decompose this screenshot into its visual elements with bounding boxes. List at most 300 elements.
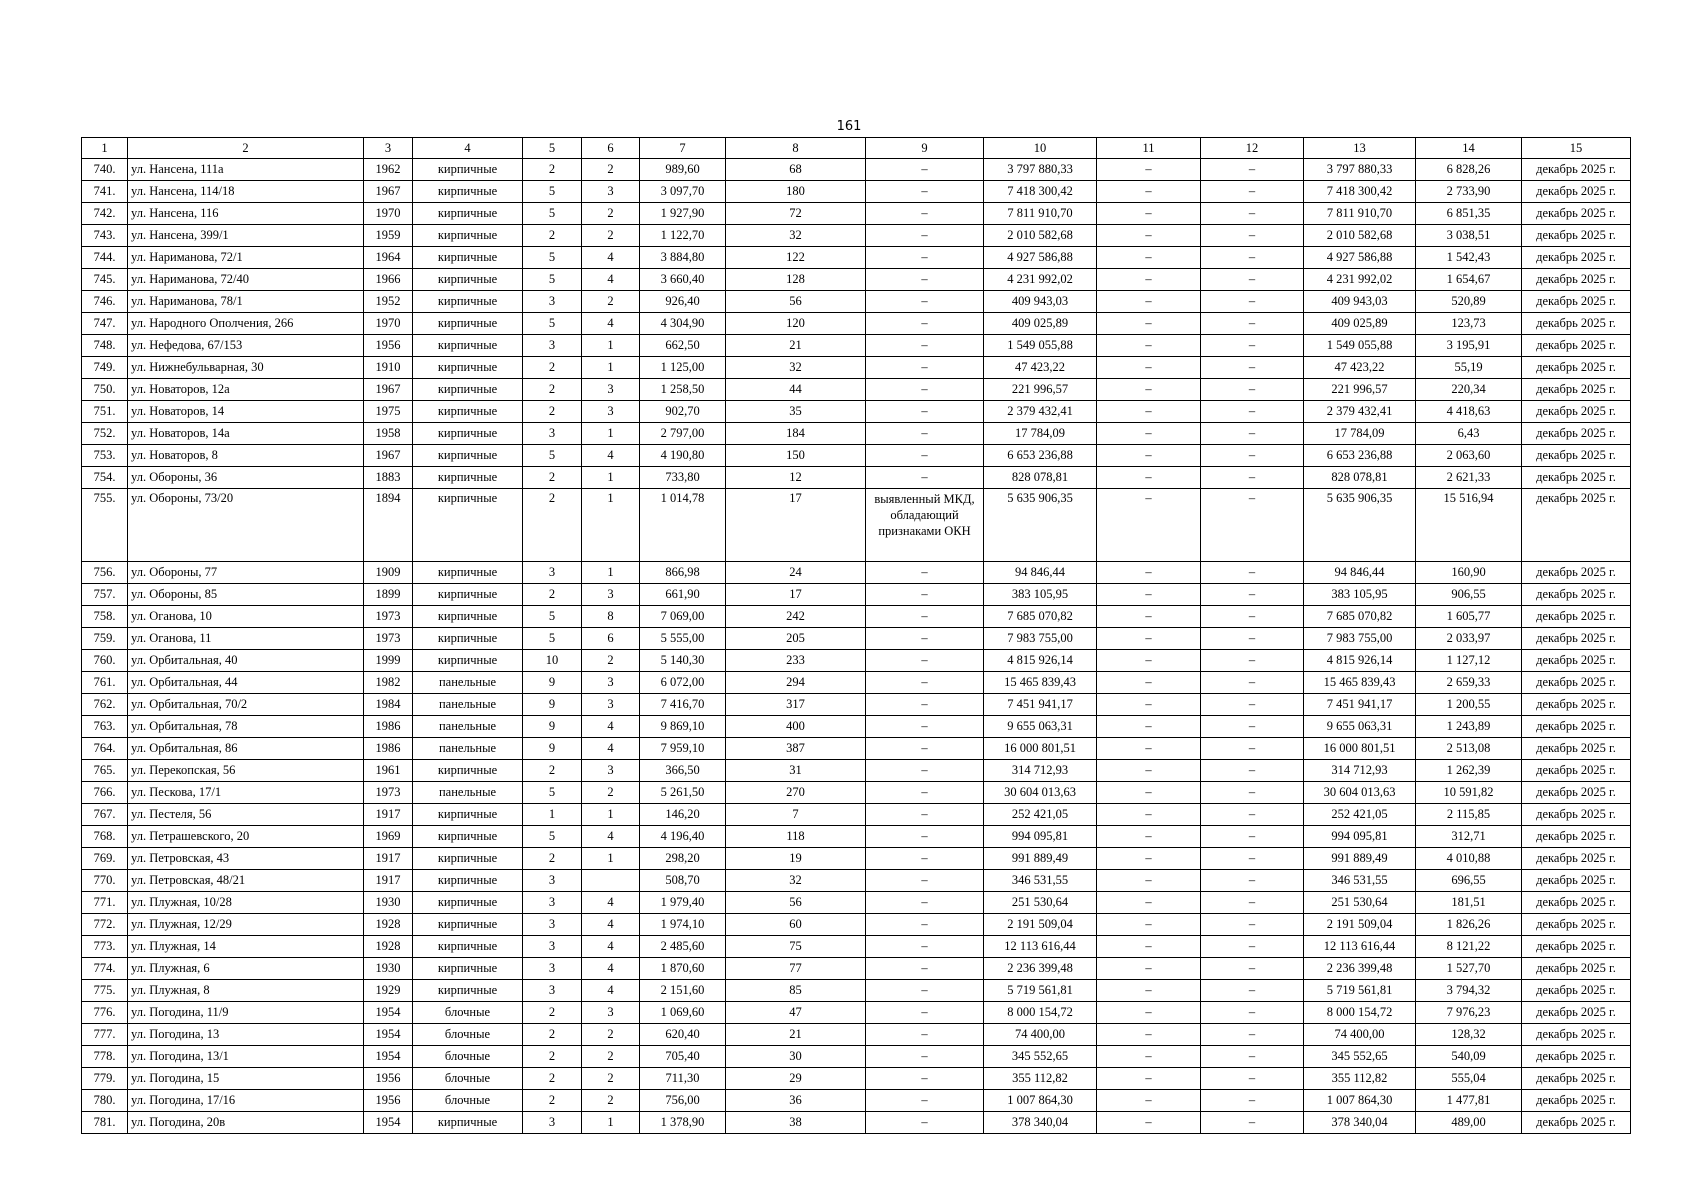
cell-area: 7 959,10 xyxy=(640,738,726,760)
cell-wall-material: кирпичные xyxy=(413,628,523,650)
cell-residents: 36 xyxy=(726,1090,866,1112)
cell-row-number: 759. xyxy=(82,628,128,650)
cell-cost-per-sqm: 1 654,67 xyxy=(1416,269,1522,291)
cell-deadline: декабрь 2025 г. xyxy=(1522,826,1631,848)
cell-row-number: 771. xyxy=(82,892,128,914)
cell-row-number: 765. xyxy=(82,760,128,782)
cell-address: ул. Орбитальная, 40 xyxy=(128,650,364,672)
cell-deadline: декабрь 2025 г. xyxy=(1522,1068,1631,1090)
cell-residents: 21 xyxy=(726,1024,866,1046)
cell-cost-fund-a: – xyxy=(1097,716,1201,738)
cell-wall-material: кирпичные xyxy=(413,357,523,379)
table-row xyxy=(82,738,1631,760)
cell-row-number: 749. xyxy=(82,357,128,379)
cell-year-built: 1894 xyxy=(364,489,413,562)
cell-deadline: декабрь 2025 г. xyxy=(1522,467,1631,489)
cell-area: 989,60 xyxy=(640,159,726,181)
cell-notes: – xyxy=(866,958,984,980)
cell-year-built: 1909 xyxy=(364,562,413,584)
cell-entrances: 4 xyxy=(582,445,640,467)
table-row xyxy=(82,870,1631,892)
cell-wall-material: кирпичные xyxy=(413,562,523,584)
cell-address: ул. Орбитальная, 86 xyxy=(128,738,364,760)
cell-row-number: 750. xyxy=(82,379,128,401)
cell-cost-fund-b: – xyxy=(1201,650,1304,672)
cell-cost-fund-a: – xyxy=(1097,1046,1201,1068)
cell-area: 2 797,00 xyxy=(640,423,726,445)
cell-wall-material: кирпичные xyxy=(413,225,523,247)
cell-cost-per-sqm: 2 033,97 xyxy=(1416,628,1522,650)
cell-cost-fund-a: – xyxy=(1097,1024,1201,1046)
cell-cost-fund-a: – xyxy=(1097,870,1201,892)
cell-cost-total: 7 983 755,00 xyxy=(984,628,1097,650)
cell-cost-sum: 409 025,89 xyxy=(1304,313,1416,335)
cell-wall-material: кирпичные xyxy=(413,760,523,782)
cell-cost-per-sqm: 1 262,39 xyxy=(1416,760,1522,782)
cell-row-number: 751. xyxy=(82,401,128,423)
cell-cost-per-sqm: 540,09 xyxy=(1416,1046,1522,1068)
cell-deadline: декабрь 2025 г. xyxy=(1522,782,1631,804)
cell-cost-sum: 7 451 941,17 xyxy=(1304,694,1416,716)
cell-cost-per-sqm: 7 976,23 xyxy=(1416,1002,1522,1024)
cell-floors: 3 xyxy=(523,892,582,914)
cell-residents: 31 xyxy=(726,760,866,782)
cell-year-built: 1958 xyxy=(364,423,413,445)
column-header-row-number: 1 xyxy=(82,138,128,159)
cell-area: 3 884,80 xyxy=(640,247,726,269)
cell-cost-sum: 2 010 582,68 xyxy=(1304,225,1416,247)
table-row xyxy=(82,269,1631,291)
cell-address: ул. Петровская, 43 xyxy=(128,848,364,870)
cell-cost-total: 4 231 992,02 xyxy=(984,269,1097,291)
cell-cost-fund-b: – xyxy=(1201,335,1304,357)
cell-notes: – xyxy=(866,379,984,401)
table-header-row xyxy=(82,138,1631,159)
cell-wall-material: блочные xyxy=(413,1024,523,1046)
table-row xyxy=(82,1046,1631,1068)
cell-floors: 5 xyxy=(523,782,582,804)
cell-cost-sum: 252 421,05 xyxy=(1304,804,1416,826)
cell-entrances: 2 xyxy=(582,650,640,672)
cell-cost-fund-a: – xyxy=(1097,738,1201,760)
cell-address: ул. Плужная, 12/29 xyxy=(128,914,364,936)
cell-row-number: 743. xyxy=(82,225,128,247)
cell-cost-sum: 4 231 992,02 xyxy=(1304,269,1416,291)
cell-residents: 150 xyxy=(726,445,866,467)
cell-area: 2 151,60 xyxy=(640,980,726,1002)
cell-floors: 2 xyxy=(523,1090,582,1112)
cell-cost-per-sqm: 489,00 xyxy=(1416,1112,1522,1134)
column-header-year-built: 3 xyxy=(364,138,413,159)
cell-cost-fund-a: – xyxy=(1097,1068,1201,1090)
cell-cost-fund-b: – xyxy=(1201,672,1304,694)
cell-entrances: 2 xyxy=(582,1090,640,1112)
cell-residents: 317 xyxy=(726,694,866,716)
cell-cost-fund-b: – xyxy=(1201,628,1304,650)
cell-area: 705,40 xyxy=(640,1046,726,1068)
cell-row-number: 745. xyxy=(82,269,128,291)
table-body xyxy=(82,159,1631,1134)
cell-cost-per-sqm: 1 826,26 xyxy=(1416,914,1522,936)
cell-cost-sum: 221 996,57 xyxy=(1304,379,1416,401)
cell-entrances: 4 xyxy=(582,716,640,738)
cell-residents: 47 xyxy=(726,1002,866,1024)
cell-year-built: 1956 xyxy=(364,1090,413,1112)
cell-cost-fund-b: – xyxy=(1201,225,1304,247)
cell-cost-per-sqm: 3 038,51 xyxy=(1416,225,1522,247)
cell-wall-material: кирпичные xyxy=(413,335,523,357)
cell-wall-material: кирпичные xyxy=(413,313,523,335)
cell-address: ул. Перекопская, 56 xyxy=(128,760,364,782)
cell-cost-fund-a: – xyxy=(1097,1002,1201,1024)
cell-cost-total: 221 996,57 xyxy=(984,379,1097,401)
cell-floors: 2 xyxy=(523,1068,582,1090)
cell-cost-per-sqm: 1 477,81 xyxy=(1416,1090,1522,1112)
cell-cost-per-sqm: 4 010,88 xyxy=(1416,848,1522,870)
cell-cost-fund-a: – xyxy=(1097,1090,1201,1112)
table-row xyxy=(82,716,1631,738)
cell-wall-material: панельные xyxy=(413,716,523,738)
cell-notes: – xyxy=(866,650,984,672)
cell-wall-material: кирпичные xyxy=(413,181,523,203)
cell-cost-fund-b: – xyxy=(1201,936,1304,958)
cell-cost-sum: 8 000 154,72 xyxy=(1304,1002,1416,1024)
cell-cost-fund-a: – xyxy=(1097,291,1201,313)
cell-entrances: 4 xyxy=(582,313,640,335)
cell-floors: 5 xyxy=(523,826,582,848)
cell-cost-per-sqm: 1 605,77 xyxy=(1416,606,1522,628)
cell-cost-fund-b: – xyxy=(1201,562,1304,584)
cell-wall-material: блочные xyxy=(413,1068,523,1090)
cell-year-built: 1910 xyxy=(364,357,413,379)
cell-area: 662,50 xyxy=(640,335,726,357)
cell-cost-fund-b: – xyxy=(1201,1112,1304,1134)
cell-row-number: 740. xyxy=(82,159,128,181)
cell-residents: 7 xyxy=(726,804,866,826)
cell-year-built: 1930 xyxy=(364,958,413,980)
cell-cost-per-sqm: 4 418,63 xyxy=(1416,401,1522,423)
cell-cost-total: 7 418 300,42 xyxy=(984,181,1097,203)
cell-residents: 294 xyxy=(726,672,866,694)
cell-floors: 2 xyxy=(523,848,582,870)
cell-notes: – xyxy=(866,804,984,826)
cell-floors: 3 xyxy=(523,1112,582,1134)
column-header-notes: 9 xyxy=(866,138,984,159)
cell-entrances: 1 xyxy=(582,357,640,379)
cell-notes: – xyxy=(866,826,984,848)
column-header-address: 2 xyxy=(128,138,364,159)
cell-row-number: 773. xyxy=(82,936,128,958)
cell-wall-material: кирпичные xyxy=(413,936,523,958)
cell-cost-sum: 7 983 755,00 xyxy=(1304,628,1416,650)
cell-row-number: 764. xyxy=(82,738,128,760)
cell-year-built: 1999 xyxy=(364,650,413,672)
cell-residents: 32 xyxy=(726,225,866,247)
cell-cost-per-sqm: 2 063,60 xyxy=(1416,445,1522,467)
cell-year-built: 1956 xyxy=(364,1068,413,1090)
cell-cost-total: 7 685 070,82 xyxy=(984,606,1097,628)
cell-area: 1 125,00 xyxy=(640,357,726,379)
cell-row-number: 761. xyxy=(82,672,128,694)
cell-cost-total: 15 465 839,43 xyxy=(984,672,1097,694)
cell-cost-sum: 4 815 926,14 xyxy=(1304,650,1416,672)
cell-year-built: 1984 xyxy=(364,694,413,716)
cell-cost-total: 383 105,95 xyxy=(984,584,1097,606)
cell-residents: 122 xyxy=(726,247,866,269)
cell-cost-fund-a: – xyxy=(1097,401,1201,423)
table-row xyxy=(82,760,1631,782)
cell-entrances: 1 xyxy=(582,1112,640,1134)
cell-notes: – xyxy=(866,782,984,804)
cell-residents: 184 xyxy=(726,423,866,445)
cell-cost-sum: 409 943,03 xyxy=(1304,291,1416,313)
cell-row-number: 763. xyxy=(82,716,128,738)
cell-floors: 2 xyxy=(523,489,582,562)
table-row xyxy=(82,606,1631,628)
cell-cost-total: 409 943,03 xyxy=(984,291,1097,313)
cell-entrances: 8 xyxy=(582,606,640,628)
cell-area: 1 069,60 xyxy=(640,1002,726,1024)
cell-deadline: декабрь 2025 г. xyxy=(1522,489,1631,562)
cell-wall-material: кирпичные xyxy=(413,650,523,672)
cell-address: ул. Орбитальная, 44 xyxy=(128,672,364,694)
table-row xyxy=(82,804,1631,826)
cell-entrances: 2 xyxy=(582,203,640,225)
cell-residents: 12 xyxy=(726,467,866,489)
cell-year-built: 1967 xyxy=(364,379,413,401)
cell-address: ул. Нариманова, 72/40 xyxy=(128,269,364,291)
cell-entrances: 2 xyxy=(582,1024,640,1046)
cell-cost-fund-a: – xyxy=(1097,782,1201,804)
cell-deadline: декабрь 2025 г. xyxy=(1522,738,1631,760)
cell-deadline: декабрь 2025 г. xyxy=(1522,159,1631,181)
cell-entrances: 6 xyxy=(582,628,640,650)
cell-deadline: декабрь 2025 г. xyxy=(1522,716,1631,738)
cell-address: ул. Нефедова, 67/153 xyxy=(128,335,364,357)
cell-year-built: 1954 xyxy=(364,1024,413,1046)
cell-cost-fund-b: – xyxy=(1201,269,1304,291)
cell-entrances: 2 xyxy=(582,291,640,313)
cell-row-number: 742. xyxy=(82,203,128,225)
cell-entrances: 3 xyxy=(582,181,640,203)
cell-notes: – xyxy=(866,1068,984,1090)
cell-deadline: декабрь 2025 г. xyxy=(1522,914,1631,936)
cell-address: ул. Погодина, 17/16 xyxy=(128,1090,364,1112)
cell-wall-material: кирпичные xyxy=(413,467,523,489)
cell-cost-total: 2 191 509,04 xyxy=(984,914,1097,936)
cell-cost-per-sqm: 1 200,55 xyxy=(1416,694,1522,716)
cell-address: ул. Пестеля, 56 xyxy=(128,804,364,826)
cell-deadline: декабрь 2025 г. xyxy=(1522,401,1631,423)
cell-wall-material: кирпичные xyxy=(413,379,523,401)
cell-cost-sum: 383 105,95 xyxy=(1304,584,1416,606)
cell-cost-sum: 828 078,81 xyxy=(1304,467,1416,489)
cell-floors: 2 xyxy=(523,467,582,489)
cell-deadline: декабрь 2025 г. xyxy=(1522,1090,1631,1112)
cell-cost-total: 94 846,44 xyxy=(984,562,1097,584)
cell-residents: 19 xyxy=(726,848,866,870)
cell-wall-material: кирпичные xyxy=(413,489,523,562)
cell-area: 926,40 xyxy=(640,291,726,313)
table-row xyxy=(82,848,1631,870)
cell-notes: – xyxy=(866,181,984,203)
cell-area: 3 097,70 xyxy=(640,181,726,203)
cell-cost-total: 74 400,00 xyxy=(984,1024,1097,1046)
cell-notes: – xyxy=(866,870,984,892)
table-row xyxy=(82,1112,1631,1134)
table-row xyxy=(82,489,1631,562)
cell-notes: – xyxy=(866,914,984,936)
cell-cost-per-sqm: 906,55 xyxy=(1416,584,1522,606)
cell-floors: 3 xyxy=(523,335,582,357)
cell-address: ул. Оганова, 11 xyxy=(128,628,364,650)
cell-cost-fund-a: – xyxy=(1097,628,1201,650)
cell-cost-fund-a: – xyxy=(1097,423,1201,445)
cell-cost-fund-b: – xyxy=(1201,738,1304,760)
cell-cost-per-sqm: 2 621,33 xyxy=(1416,467,1522,489)
cell-residents: 44 xyxy=(726,379,866,401)
cell-cost-fund-b: – xyxy=(1201,606,1304,628)
cell-cost-sum: 12 113 616,44 xyxy=(1304,936,1416,958)
cell-residents: 118 xyxy=(726,826,866,848)
cell-cost-fund-a: – xyxy=(1097,247,1201,269)
cell-cost-per-sqm: 2 513,08 xyxy=(1416,738,1522,760)
cell-cost-fund-b: – xyxy=(1201,584,1304,606)
cell-address: ул. Нансена, 399/1 xyxy=(128,225,364,247)
cell-year-built: 1917 xyxy=(364,804,413,826)
table-row xyxy=(82,562,1631,584)
cell-cost-sum: 16 000 801,51 xyxy=(1304,738,1416,760)
cell-deadline: декабрь 2025 г. xyxy=(1522,1024,1631,1046)
table-row xyxy=(82,936,1631,958)
cell-residents: 32 xyxy=(726,357,866,379)
cell-cost-total: 994 095,81 xyxy=(984,826,1097,848)
table-row xyxy=(82,225,1631,247)
cell-notes: – xyxy=(866,672,984,694)
cell-floors: 2 xyxy=(523,379,582,401)
cell-entrances xyxy=(582,870,640,892)
cell-notes: – xyxy=(866,1046,984,1068)
cell-cost-per-sqm: 160,90 xyxy=(1416,562,1522,584)
cell-deadline: декабрь 2025 г. xyxy=(1522,628,1631,650)
cell-row-number: 775. xyxy=(82,980,128,1002)
cell-deadline: декабрь 2025 г. xyxy=(1522,672,1631,694)
cell-area: 733,80 xyxy=(640,467,726,489)
cell-cost-fund-a: – xyxy=(1097,958,1201,980)
cell-notes: – xyxy=(866,716,984,738)
cell-notes: – xyxy=(866,738,984,760)
table-row xyxy=(82,958,1631,980)
cell-floors: 5 xyxy=(523,203,582,225)
cell-cost-fund-b: – xyxy=(1201,357,1304,379)
cell-cost-per-sqm: 2 733,90 xyxy=(1416,181,1522,203)
cell-cost-sum: 9 655 063,31 xyxy=(1304,716,1416,738)
cell-deadline: декабрь 2025 г. xyxy=(1522,269,1631,291)
cell-entrances: 3 xyxy=(582,694,640,716)
cell-floors: 9 xyxy=(523,672,582,694)
table-row xyxy=(82,694,1631,716)
cell-floors: 2 xyxy=(523,760,582,782)
cell-wall-material: кирпичные xyxy=(413,892,523,914)
cell-wall-material: блочные xyxy=(413,1002,523,1024)
table-row xyxy=(82,1090,1631,1112)
cell-area: 3 660,40 xyxy=(640,269,726,291)
cell-cost-fund-a: – xyxy=(1097,181,1201,203)
cell-deadline: декабрь 2025 г. xyxy=(1522,980,1631,1002)
cell-row-number: 748. xyxy=(82,335,128,357)
cell-cost-per-sqm: 55,19 xyxy=(1416,357,1522,379)
cell-year-built: 1954 xyxy=(364,1046,413,1068)
cell-address: ул. Нансена, 116 xyxy=(128,203,364,225)
column-header-entrances: 6 xyxy=(582,138,640,159)
cell-cost-total: 991 889,49 xyxy=(984,848,1097,870)
column-header-deadline: 15 xyxy=(1522,138,1631,159)
cell-cost-fund-b: – xyxy=(1201,181,1304,203)
cell-cost-sum: 314 712,93 xyxy=(1304,760,1416,782)
cell-residents: 32 xyxy=(726,870,866,892)
cell-cost-total: 355 112,82 xyxy=(984,1068,1097,1090)
table-row xyxy=(82,892,1631,914)
cell-wall-material: кирпичные xyxy=(413,159,523,181)
cell-deadline: декабрь 2025 г. xyxy=(1522,357,1631,379)
cell-entrances: 4 xyxy=(582,738,640,760)
cell-floors: 3 xyxy=(523,870,582,892)
cell-year-built: 1975 xyxy=(364,401,413,423)
cell-cost-sum: 2 191 509,04 xyxy=(1304,914,1416,936)
cell-year-built: 1969 xyxy=(364,826,413,848)
cell-cost-sum: 1 007 864,30 xyxy=(1304,1090,1416,1112)
cell-notes: – xyxy=(866,628,984,650)
cell-cost-fund-b: – xyxy=(1201,694,1304,716)
cell-year-built: 1967 xyxy=(364,445,413,467)
cell-cost-fund-a: – xyxy=(1097,848,1201,870)
cell-cost-total: 7 811 910,70 xyxy=(984,203,1097,225)
registry-table xyxy=(81,137,1631,1134)
cell-deadline: декабрь 2025 г. xyxy=(1522,650,1631,672)
cell-deadline: декабрь 2025 г. xyxy=(1522,203,1631,225)
cell-entrances: 1 xyxy=(582,423,640,445)
cell-row-number: 744. xyxy=(82,247,128,269)
cell-address: ул. Обороны, 73/20 xyxy=(128,489,364,562)
cell-cost-fund-b: – xyxy=(1201,489,1304,562)
cell-area: 508,70 xyxy=(640,870,726,892)
table-row xyxy=(82,672,1631,694)
column-header-cost-total: 10 xyxy=(984,138,1097,159)
cell-wall-material: кирпичные xyxy=(413,401,523,423)
cell-cost-per-sqm: 312,71 xyxy=(1416,826,1522,848)
cell-cost-fund-b: – xyxy=(1201,1024,1304,1046)
table-row xyxy=(82,181,1631,203)
cell-deadline: декабрь 2025 г. xyxy=(1522,1046,1631,1068)
column-header-cost-fund-a: 11 xyxy=(1097,138,1201,159)
table-row xyxy=(82,423,1631,445)
cell-year-built: 1899 xyxy=(364,584,413,606)
cell-year-built: 1970 xyxy=(364,203,413,225)
cell-floors: 9 xyxy=(523,716,582,738)
table-row xyxy=(82,445,1631,467)
cell-area: 902,70 xyxy=(640,401,726,423)
cell-cost-sum: 7 811 910,70 xyxy=(1304,203,1416,225)
cell-row-number: 760. xyxy=(82,650,128,672)
cell-cost-total: 17 784,09 xyxy=(984,423,1097,445)
table-row xyxy=(82,247,1631,269)
cell-notes: – xyxy=(866,848,984,870)
cell-cost-sum: 17 784,09 xyxy=(1304,423,1416,445)
cell-row-number: 757. xyxy=(82,584,128,606)
cell-row-number: 770. xyxy=(82,870,128,892)
cell-row-number: 766. xyxy=(82,782,128,804)
cell-cost-fund-a: – xyxy=(1097,313,1201,335)
